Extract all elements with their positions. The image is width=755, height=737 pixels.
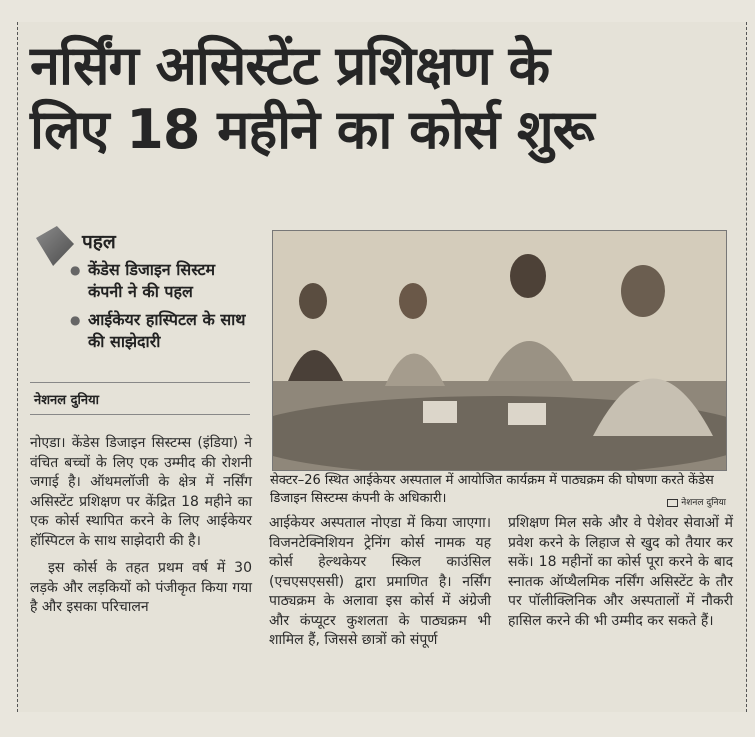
highlight-title: पहल <box>82 231 116 253</box>
photo-caption <box>270 472 726 512</box>
newspaper-source: नेशनल दुनिया <box>34 393 100 408</box>
article-column-1 <box>30 434 252 618</box>
headline-line-2: लिए 18 महीने का कोर्स शुरू <box>30 98 594 161</box>
event-photo <box>272 230 727 471</box>
article-paragraph: इस कोर्स के तहत प्रथम वर्ष में 30 लड़के और लड़कियों को पंजीकृत किया गया है और इसका परिचालन <box>30 560 252 615</box>
highlight-list <box>74 259 254 353</box>
divider <box>30 382 250 383</box>
headline <box>30 34 730 162</box>
highlight-box <box>36 227 254 359</box>
article-paragraph: प्रशिक्षण मिल सके और वे पेशेवर सेवाओं में प्रवेश करने के लिहाज से खुद को तैयार कर सकें। 18 महीनों का कोर्स पूरा करने के बाद स्नातक ऑप्थैलमिक नर्सिंग असिस्टेंट के तौर पर पॉलीक्लिनिक और अस्पतालों में नौकरी हासिल करने की भी उम्मीद कर सकते हैं। <box>508 515 733 629</box>
article-paragraph: नोएडा। केंडेस डिजाइन सिस्टम्स (इंडिया) ने वंचित बच्चों के लिए एक उम्मीद की रोशनी जगाई है। ऑथमलॉजी के क्षेत्र में नर्सिंग असिस्टेंट प्रशिक्षण पर केंद्रित 18 महीने का एक कोर्स स्थापित करने के लिए आईकेयर हॉस्पिटल के साथ साझेदारी की है। <box>30 435 252 549</box>
newspaper-clipping <box>17 22 747 712</box>
divider <box>30 414 250 415</box>
highlight-item: ● आईकेयर हास्पिटल के साथ की साझेदारी <box>74 309 254 353</box>
article-column-2 <box>269 514 491 651</box>
camera-icon <box>667 499 678 507</box>
tag-marker-icon <box>36 226 74 266</box>
highlight-item: ● केंडेस डिजाइन सिस्टम कंपनी ने की पहल <box>74 259 254 303</box>
headline-line-1: नर्सिंग असिस्टेंट प्रशिक्षण के <box>30 34 550 97</box>
caption-text: सेक्टर–26 स्थित आईकेयर अस्पताल में आयोजित कार्यक्रम में पाठ्यक्रम की घोषणा करते केंडेस डिजाइन सिस्टम्स कंपनी के अधिकारी। <box>270 473 714 506</box>
article-column-3 <box>508 514 733 631</box>
photo-credit <box>667 494 726 512</box>
photo-credit-text: नेशनल दुनिया <box>681 498 726 508</box>
article-paragraph: आईकेयर अस्पताल नोएडा में किया जाएगा। विजनटेक्निशियन ट्रेनिंग कोर्स नामक यह कोर्स हेल्थकेयर स्किल काउंसिल (एचएसएससी) द्वारा प्रमाणित है। नर्सिंग पाठ्यक्रम के अलावा इस कोर्स में अंग्रेजी और कंप्यूटर कुशलता के पाठ्यक्रम भी शामिल हैं, जिससे छात्रों को संपूर्ण <box>269 515 491 648</box>
